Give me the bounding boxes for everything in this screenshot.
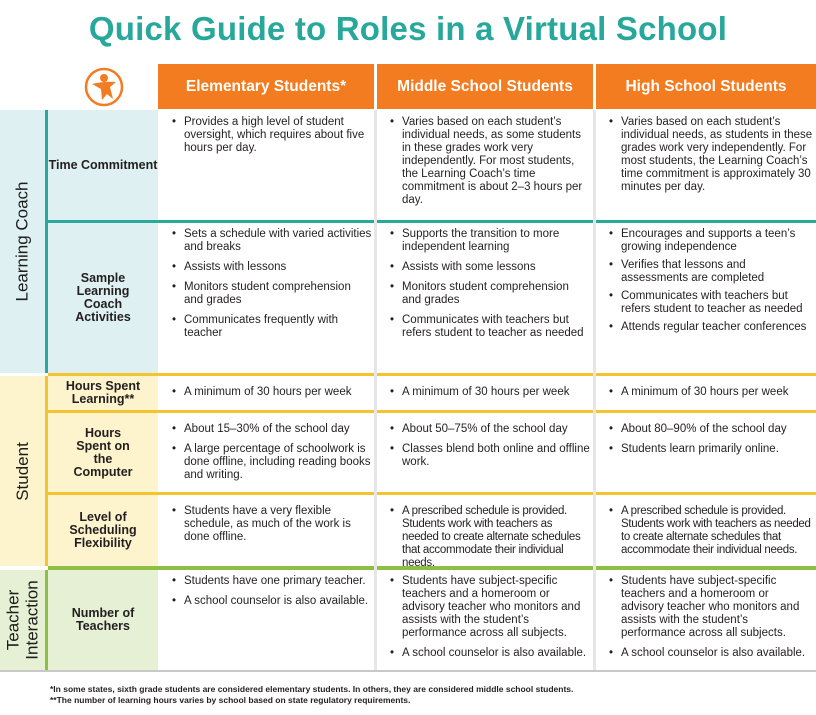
list-item: • Students have subject-specific teachers and a homeroom or advisory teacher who monitors and assists with the student’s performance across all subjects. [607, 575, 814, 640]
footnote-elementary: *In some states, sixth grade students are considered elementary students. In others, they are considered middle school students. [50, 684, 574, 694]
list-item: • A minimum of 30 hours per week [388, 386, 591, 399]
list-item: • A school counselor is also available. [607, 647, 814, 660]
list-item: • A prescribed schedule is provided. Students work with teachers as needed to create alternate schedules that accommodate their individual needs. [388, 505, 591, 570]
cell-activities-elementary [160, 228, 374, 347]
cell-flexibility-high [597, 505, 816, 557]
footnote-learning-hours: **The number of learning hours varies by school based on state regulatory requirements. [50, 695, 411, 705]
cell-flexibility-middle [378, 505, 593, 570]
section-band-teacher-interaction [0, 570, 48, 670]
list-item: • A minimum of 30 hours per week [170, 386, 372, 399]
row-label-sample-activities: Sample Learning Coach Activities [75, 271, 131, 324]
list-item: • Communicates with teachers but refers student to teacher as needed [388, 314, 591, 340]
cell-flexibility-elementary [160, 505, 374, 544]
list-item: • Sets a schedule with varied activities and breaks [170, 228, 372, 254]
cell-time-high [597, 116, 816, 201]
list-item: • Assists with lessons [170, 261, 372, 274]
cell-hours-learning-high [597, 386, 816, 399]
column-header-high: High School Students [596, 64, 816, 109]
cell-activities-middle [378, 228, 593, 347]
section-label-learning-coach: Learning Coach [13, 181, 32, 302]
list-item: • Varies based on each student’s individual needs, as students in these grades work very independently. For most students, the Learning Coach’s time commitment is approximately 30 minutes per day. [607, 116, 814, 194]
list-item: • Assists with some lessons [388, 261, 591, 274]
cell-activities-high [597, 228, 816, 339]
list-item: • A school counselor is also available. [388, 647, 591, 660]
cell-hours-learning-elementary [160, 386, 374, 399]
list-item: • Students have one primary teacher. [170, 575, 372, 588]
cell-teachers-elementary [160, 575, 374, 615]
list-item: • Supports the transition to more independent learning [388, 228, 591, 254]
row-label-scheduling-flexibility: Level of Scheduling Flexibility [69, 510, 137, 550]
cell-hours-computer-middle [378, 423, 593, 476]
page-title: Quick Guide to Roles in a Virtual School [88, 10, 728, 47]
cell-hours-learning-middle [378, 386, 593, 399]
list-item: • Verifies that lessons and assessments are completed [607, 259, 814, 285]
row-label-hours-learning: Hours Spent Learning** [65, 379, 141, 406]
section-band-student [0, 376, 48, 566]
row-label-time-commitment: Time Commitment [48, 157, 158, 172]
section-band-learning-coach [0, 110, 48, 373]
column-header-middle: Middle School Students [377, 64, 593, 109]
list-item: • Classes blend both online and offline work. [388, 443, 591, 469]
list-item: • Students have a very flexible schedule, as much of the work is done offline. [170, 505, 372, 544]
cell-hours-computer-high [597, 423, 816, 463]
cell-time-middle [378, 116, 593, 214]
list-item: • About 50–75% of the school day [388, 423, 591, 436]
list-item: • About 80–90% of the school day [607, 423, 814, 436]
section-label-student: Student [13, 441, 33, 501]
list-item: • About 15–30% of the school day [170, 423, 372, 436]
list-item: • Encourages and supports a teen’s growing independence [607, 228, 814, 254]
row-label-number-of-teachers: Number of Teachers [71, 606, 135, 633]
list-item: • Attends regular teacher conferences [607, 321, 814, 334]
list-item: • Monitors student comprehension and grades [388, 281, 591, 307]
list-item: • A school counselor is also available. [170, 595, 372, 608]
cell-time-elementary [160, 116, 374, 162]
cell-teachers-high [597, 575, 816, 667]
list-item: • A minimum of 30 hours per week [607, 386, 814, 399]
list-item: • Communicates frequently with teacher [170, 314, 372, 340]
cell-hours-computer-elementary [160, 423, 374, 489]
row-label-hours-computer: Hours Spent on the Computer [73, 425, 133, 479]
list-item: • A large percentage of schoolwork is done offline, including reading books and writing. [170, 443, 372, 482]
list-item: • Students have subject-specific teachers and a homeroom or advisory teacher who monitors and assists with the student’s performance across all subjects. [388, 575, 591, 640]
list-item: • Communicates with teachers but refers student to teacher as needed [607, 290, 814, 316]
column-header-elementary: Elementary Students* [158, 64, 374, 109]
cell-teachers-middle [378, 575, 593, 667]
list-item: • Varies based on each student’s individual needs, as some students in these grades work very independently. For most students, the Learning Coach’s time commitment is about 2–3 hours per day. [388, 116, 591, 207]
list-item: • Students learn primarily online. [607, 443, 814, 456]
list-item: • Provides a high level of student oversight, which requires about five hours per day. [170, 116, 372, 155]
list-item: • Monitors student comprehension and grades [170, 281, 372, 307]
list-item: • A prescribed schedule is provided. Students work with teachers as needed to create alternate schedules that accommodate their individual needs. [607, 505, 814, 557]
section-label-teacher-interaction: Teacher Interaction [3, 580, 42, 660]
person-logo-icon [84, 67, 124, 107]
